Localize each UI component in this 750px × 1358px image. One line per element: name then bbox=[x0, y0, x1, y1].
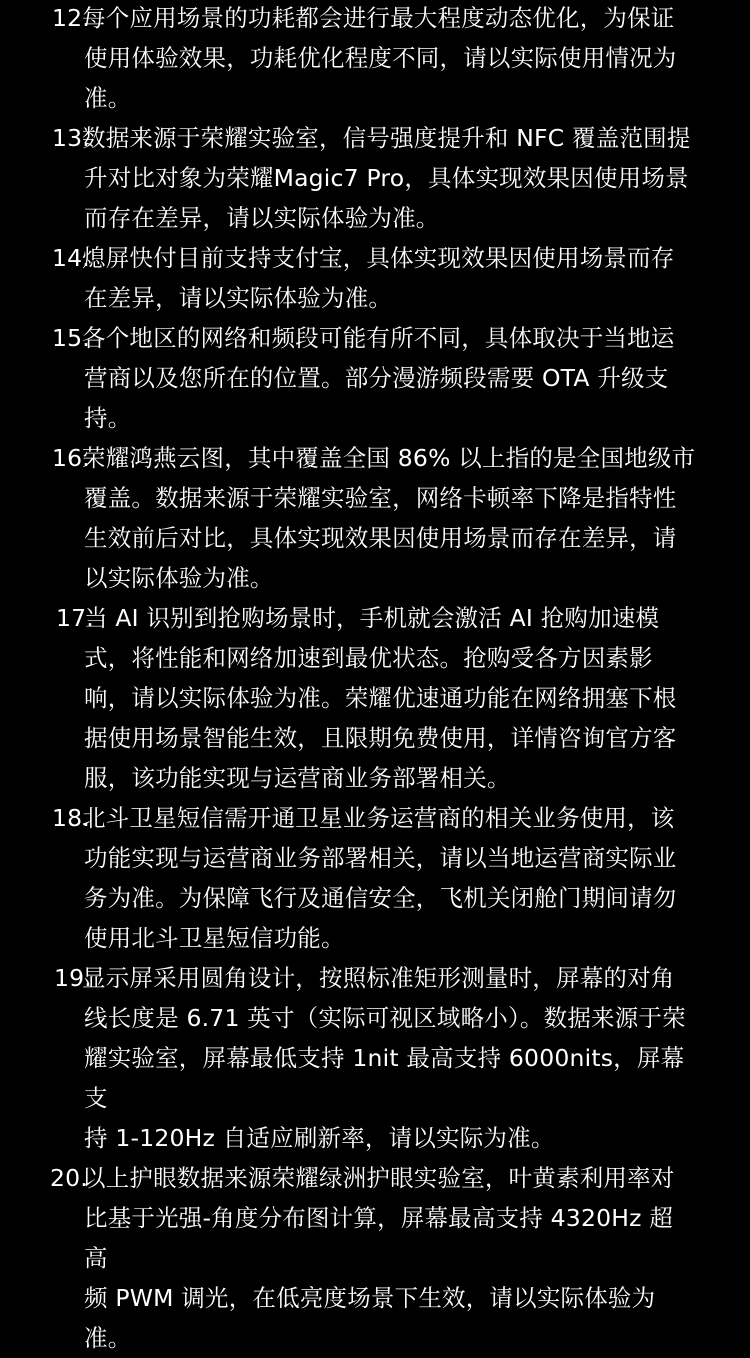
footnote-line: 显示屏采用圆角设计，按照标准矩形测量时，屏幕的对角 bbox=[82, 964, 675, 992]
footnote-line: 升对比对象为荣耀Magic7 Pro，具体实现效果因使用场景 bbox=[84, 164, 689, 192]
footnote-line: 准。 bbox=[84, 1324, 132, 1352]
footnote-line: 据使用场景智能生效，且限期免费使用，详情咨询官方客 bbox=[84, 724, 677, 752]
footnote-line: 在差异，请以实际体验为准。 bbox=[84, 284, 393, 312]
footnote-number: 17. bbox=[56, 604, 94, 632]
footnote-number: 12. bbox=[52, 4, 90, 32]
footnote-text bbox=[84, 118, 696, 238]
footnote-line: 熄屏快付目前支持支付宝，具体实现效果因使用场景而存 bbox=[82, 244, 675, 272]
footnote-17 bbox=[0, 598, 750, 798]
footnote-line: 覆盖。数据来源于荣耀实验室，网络卡顿率下降是指特性 bbox=[84, 484, 677, 512]
footnote-line: 比基于光强-角度分布图计算，屏幕最高支持 4320Hz 超高 bbox=[84, 1204, 674, 1272]
footnote-text bbox=[84, 438, 696, 598]
footnote-line: 以上护眼数据来源荣耀绿洲护眼实验室，叶黄素利用率对 bbox=[82, 1164, 675, 1192]
footnote-number: 18. bbox=[52, 804, 90, 832]
footnote-text bbox=[84, 1158, 696, 1358]
footnote-number: 13. bbox=[52, 124, 90, 152]
footnote-number: 19. bbox=[54, 964, 92, 992]
footnote-line: 准。 bbox=[84, 84, 132, 112]
footnote-line: 耀实验室，屏幕最低支持 1nit 最高支持 6000nits，屏幕支 bbox=[84, 1044, 685, 1112]
footnote-line: 而存在差异，请以实际体验为准。 bbox=[84, 204, 440, 232]
footnote-line: 每个应用场景的功耗都会进行最大程度动态优化，为保证 bbox=[82, 4, 675, 32]
footnote-line: 使用体验效果，功耗优化程度不同，请以实际使用情况为 bbox=[84, 44, 677, 72]
footnote-13 bbox=[0, 118, 750, 238]
footnote-line: 频 PWM 调光，在低亮度场景下生效，请以实际体验为 bbox=[84, 1284, 656, 1312]
footnote-line: 当 AI 识别到抢购场景时，手机就会激活 AI 抢购加速模 bbox=[84, 604, 660, 632]
footnote-16 bbox=[0, 438, 750, 598]
footnote-12 bbox=[0, 0, 750, 118]
footnote-text bbox=[84, 238, 696, 318]
footnote-text bbox=[84, 318, 696, 438]
footnote-line: 式，将性能和网络加速到最优状态。抢购受各方因素影 bbox=[84, 644, 653, 672]
footnote-line: 以实际体验为准。 bbox=[84, 564, 274, 592]
footnote-19 bbox=[0, 958, 750, 1158]
footnote-14 bbox=[0, 238, 750, 318]
footnote-line: 响，请以实际体验为准。荣耀优速通功能在网络拥塞下根 bbox=[84, 684, 677, 712]
footnote-line: 各个地区的网络和频段可能有所不同，具体取决于当地运 bbox=[82, 324, 675, 352]
footnote-line: 持。 bbox=[84, 404, 132, 432]
footnote-18 bbox=[0, 798, 750, 958]
footnote-text bbox=[84, 958, 696, 1158]
footnote-line: 功能实现与运营商业务部署相关，请以当地运营商实际业 bbox=[84, 844, 677, 872]
footnote-20 bbox=[0, 1158, 750, 1358]
footnote-line: 营商以及您所在的位置。部分漫游频段需要 OTA 升级支 bbox=[84, 364, 669, 392]
footnote-line: 务为准。为保障飞行及通信安全，飞机关闭舱门期间请勿 bbox=[84, 884, 677, 912]
footnote-line: 持 1-120Hz 自适应刷新率，请以实际为准。 bbox=[84, 1124, 555, 1152]
footnote-text bbox=[84, 0, 696, 118]
footnote-number: 16. bbox=[52, 444, 90, 472]
footnote-line: 服，该功能实现与运营商业务部署相关。 bbox=[84, 764, 511, 792]
footnote-line: 荣耀鸿燕云图，其中覆盖全国 86% 以上指的是全国地级市 bbox=[82, 444, 696, 472]
footnote-line: 生效前后对比，具体实现效果因使用场景而存在差异，请 bbox=[84, 524, 677, 552]
footnote-line: 数据来源于荣耀实验室，信号强度提升和 NFC 覆盖范围提 bbox=[82, 124, 691, 152]
footnote-number: 20. bbox=[50, 1164, 88, 1192]
footnote-15 bbox=[0, 318, 750, 438]
footnote-text bbox=[84, 598, 696, 798]
footnote-number: 14. bbox=[52, 244, 90, 272]
footnote-text bbox=[84, 798, 696, 958]
footnote-line: 使用北斗卫星短信功能。 bbox=[84, 924, 345, 952]
footnote-number: 15. bbox=[52, 324, 90, 352]
footnote-line: 北斗卫星短信需开通卫星业务运营商的相关业务使用，该 bbox=[82, 804, 675, 832]
footnote-line: 线长度是 6.71 英寸（实际可视区域略小）。数据来源于荣 bbox=[84, 1004, 686, 1032]
